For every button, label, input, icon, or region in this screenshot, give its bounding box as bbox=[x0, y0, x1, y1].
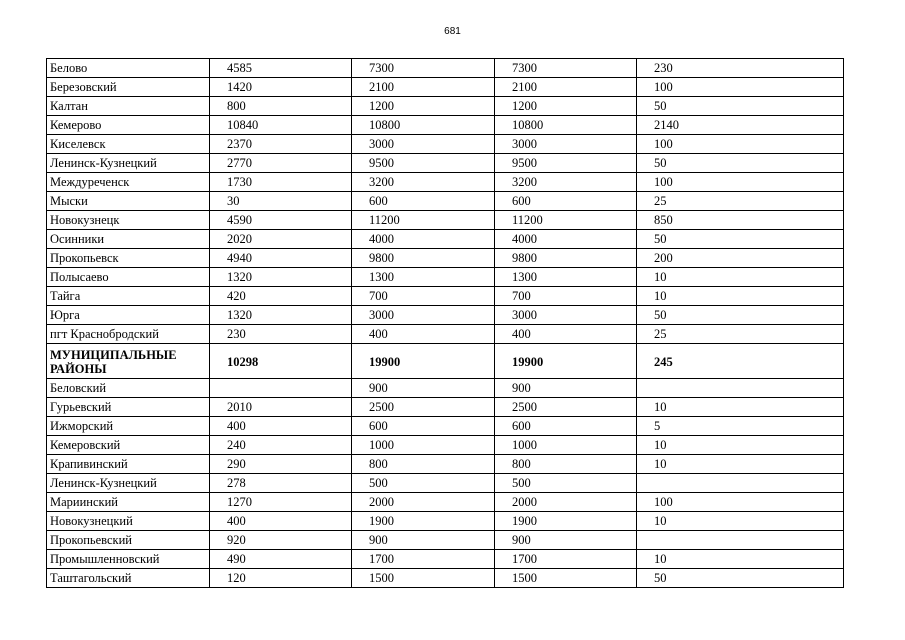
cell-value: 400 bbox=[495, 325, 637, 344]
table-row bbox=[47, 493, 844, 512]
cell-value: 600 bbox=[495, 417, 637, 436]
cell-name: Промышленновский bbox=[47, 550, 210, 569]
table-row bbox=[47, 78, 844, 97]
cell-name: Беловский bbox=[47, 379, 210, 398]
cell-value: 10 bbox=[637, 398, 844, 417]
cell-name: Гурьевский bbox=[47, 398, 210, 417]
cell-value: 2500 bbox=[495, 398, 637, 417]
cell-value: 4590 bbox=[210, 211, 352, 230]
cell-value: 120 bbox=[210, 569, 352, 588]
cell-value: 2000 bbox=[495, 493, 637, 512]
cell-value: 900 bbox=[352, 379, 495, 398]
table-row bbox=[47, 135, 844, 154]
table-row bbox=[47, 306, 844, 325]
cell-value: 4000 bbox=[495, 230, 637, 249]
cell-name: Ленинск-Кузнецкий bbox=[47, 474, 210, 493]
table-row bbox=[47, 531, 844, 550]
table-row bbox=[47, 569, 844, 588]
cell-value: 278 bbox=[210, 474, 352, 493]
cell-value: 11200 bbox=[495, 211, 637, 230]
table-row bbox=[47, 379, 844, 398]
cell-value: 50 bbox=[637, 97, 844, 116]
cell-name: пгт Краснобродский bbox=[47, 325, 210, 344]
cell-value: 2370 bbox=[210, 135, 352, 154]
table-row bbox=[47, 455, 844, 474]
cell-value: 9500 bbox=[495, 154, 637, 173]
table-row bbox=[47, 550, 844, 569]
table-row bbox=[47, 154, 844, 173]
cell-value: 10 bbox=[637, 287, 844, 306]
cell-value: 240 bbox=[210, 436, 352, 455]
cell-value: 10840 bbox=[210, 116, 352, 135]
cell-value: 5 bbox=[637, 417, 844, 436]
cell-name: Новокузнецк bbox=[47, 211, 210, 230]
cell-value bbox=[637, 474, 844, 493]
table-row bbox=[47, 287, 844, 306]
cell-name: Прокопьевский bbox=[47, 531, 210, 550]
cell-value: 1500 bbox=[495, 569, 637, 588]
table-row bbox=[47, 436, 844, 455]
table-row bbox=[47, 173, 844, 192]
section-total: 245 bbox=[637, 344, 844, 379]
cell-value: 10 bbox=[637, 550, 844, 569]
cell-value: 3000 bbox=[352, 306, 495, 325]
cell-value: 100 bbox=[637, 173, 844, 192]
cell-value: 500 bbox=[495, 474, 637, 493]
table-row bbox=[47, 268, 844, 287]
cell-value: 2000 bbox=[352, 493, 495, 512]
table-row bbox=[47, 116, 844, 135]
section-header-row bbox=[47, 344, 844, 379]
cell-value: 1200 bbox=[352, 97, 495, 116]
cell-value: 2100 bbox=[495, 78, 637, 97]
cell-value: 1730 bbox=[210, 173, 352, 192]
cell-value: 1900 bbox=[352, 512, 495, 531]
cell-name: Кемеровский bbox=[47, 436, 210, 455]
table-row bbox=[47, 417, 844, 436]
cell-value: 900 bbox=[352, 531, 495, 550]
cell-value: 850 bbox=[637, 211, 844, 230]
cell-value: 10 bbox=[637, 436, 844, 455]
cell-value: 4940 bbox=[210, 249, 352, 268]
cell-value: 1270 bbox=[210, 493, 352, 512]
section-title: МУНИЦИПАЛЬНЫЕ РАЙОНЫ bbox=[47, 344, 210, 379]
cell-value: 1500 bbox=[352, 569, 495, 588]
cell-value: 2010 bbox=[210, 398, 352, 417]
cell-value bbox=[637, 531, 844, 550]
cell-value: 2770 bbox=[210, 154, 352, 173]
cell-value: 400 bbox=[352, 325, 495, 344]
table-row bbox=[47, 398, 844, 417]
table-row bbox=[47, 230, 844, 249]
cell-value: 7300 bbox=[352, 59, 495, 78]
cell-value: 3000 bbox=[495, 135, 637, 154]
cell-value: 800 bbox=[352, 455, 495, 474]
cell-value: 800 bbox=[210, 97, 352, 116]
cell-value: 1900 bbox=[495, 512, 637, 531]
cell-name: Киселевск bbox=[47, 135, 210, 154]
cell-value: 1320 bbox=[210, 268, 352, 287]
table-row bbox=[47, 97, 844, 116]
cell-value: 1300 bbox=[352, 268, 495, 287]
cell-value: 25 bbox=[637, 192, 844, 211]
cell-value: 3200 bbox=[352, 173, 495, 192]
cell-name: Тайга bbox=[47, 287, 210, 306]
cell-value: 50 bbox=[637, 230, 844, 249]
cell-value: 400 bbox=[210, 512, 352, 531]
cell-value: 420 bbox=[210, 287, 352, 306]
cell-value: 400 bbox=[210, 417, 352, 436]
cell-value: 4585 bbox=[210, 59, 352, 78]
section-total: 19900 bbox=[495, 344, 637, 379]
cell-value: 2500 bbox=[352, 398, 495, 417]
cell-value: 1200 bbox=[495, 97, 637, 116]
cell-name: Ижморский bbox=[47, 417, 210, 436]
cell-value: 800 bbox=[495, 455, 637, 474]
cell-value: 700 bbox=[352, 287, 495, 306]
cell-value: 10 bbox=[637, 268, 844, 287]
cell-name: Березовский bbox=[47, 78, 210, 97]
cell-value: 1300 bbox=[495, 268, 637, 287]
cell-value: 920 bbox=[210, 531, 352, 550]
cell-name: Полысаево bbox=[47, 268, 210, 287]
cell-name: Кемерово bbox=[47, 116, 210, 135]
cell-value: 600 bbox=[495, 192, 637, 211]
cell-value: 9800 bbox=[352, 249, 495, 268]
cell-value: 10 bbox=[637, 512, 844, 531]
cell-value: 1000 bbox=[352, 436, 495, 455]
table-row bbox=[47, 512, 844, 531]
data-table bbox=[46, 58, 844, 588]
cell-value: 2140 bbox=[637, 116, 844, 135]
cell-value: 600 bbox=[352, 192, 495, 211]
cell-value bbox=[210, 379, 352, 398]
cell-value: 10 bbox=[637, 455, 844, 474]
cell-value: 700 bbox=[495, 287, 637, 306]
cell-value: 900 bbox=[495, 531, 637, 550]
page-number: 681 bbox=[444, 26, 461, 37]
cell-name: Новокузнецкий bbox=[47, 512, 210, 531]
cell-name: Ленинск-Кузнецкий bbox=[47, 154, 210, 173]
table-row bbox=[47, 192, 844, 211]
cell-value: 600 bbox=[352, 417, 495, 436]
cell-value: 3200 bbox=[495, 173, 637, 192]
cell-value: 25 bbox=[637, 325, 844, 344]
cell-value: 2100 bbox=[352, 78, 495, 97]
cell-value: 7300 bbox=[495, 59, 637, 78]
cell-name: Прокопьевск bbox=[47, 249, 210, 268]
cell-value: 10800 bbox=[352, 116, 495, 135]
cell-name: Белово bbox=[47, 59, 210, 78]
cell-value: 1320 bbox=[210, 306, 352, 325]
table-row bbox=[47, 249, 844, 268]
cell-name: Междуреченск bbox=[47, 173, 210, 192]
cell-value: 290 bbox=[210, 455, 352, 474]
cell-value: 3000 bbox=[352, 135, 495, 154]
cell-value: 230 bbox=[210, 325, 352, 344]
section-total: 19900 bbox=[352, 344, 495, 379]
cell-value: 50 bbox=[637, 154, 844, 173]
cell-name: Мариинский bbox=[47, 493, 210, 512]
cell-value: 50 bbox=[637, 306, 844, 325]
cell-value: 4000 bbox=[352, 230, 495, 249]
cell-value: 30 bbox=[210, 192, 352, 211]
cell-value bbox=[637, 379, 844, 398]
cell-value: 1700 bbox=[352, 550, 495, 569]
cell-name: Таштагольский bbox=[47, 569, 210, 588]
cell-value: 1700 bbox=[495, 550, 637, 569]
section-total: 10298 bbox=[210, 344, 352, 379]
cell-name: Калтан bbox=[47, 97, 210, 116]
table-row bbox=[47, 325, 844, 344]
cell-value: 1000 bbox=[495, 436, 637, 455]
cell-value: 200 bbox=[637, 249, 844, 268]
cell-value: 3000 bbox=[495, 306, 637, 325]
cell-value: 100 bbox=[637, 135, 844, 154]
table-row bbox=[47, 211, 844, 230]
cell-value: 9500 bbox=[352, 154, 495, 173]
table-row bbox=[47, 474, 844, 493]
cell-value: 2020 bbox=[210, 230, 352, 249]
cell-value: 9800 bbox=[495, 249, 637, 268]
cell-value: 900 bbox=[495, 379, 637, 398]
cell-name: Юрга bbox=[47, 306, 210, 325]
cell-name: Крапивинский bbox=[47, 455, 210, 474]
cell-value: 100 bbox=[637, 493, 844, 512]
cell-value: 50 bbox=[637, 569, 844, 588]
cell-value: 230 bbox=[637, 59, 844, 78]
cell-name: Осинники bbox=[47, 230, 210, 249]
cell-value: 10800 bbox=[495, 116, 637, 135]
cell-value: 500 bbox=[352, 474, 495, 493]
cell-name: Мыски bbox=[47, 192, 210, 211]
cell-value: 100 bbox=[637, 78, 844, 97]
cell-value: 490 bbox=[210, 550, 352, 569]
cell-value: 11200 bbox=[352, 211, 495, 230]
cell-value: 1420 bbox=[210, 78, 352, 97]
table-row bbox=[47, 59, 844, 78]
